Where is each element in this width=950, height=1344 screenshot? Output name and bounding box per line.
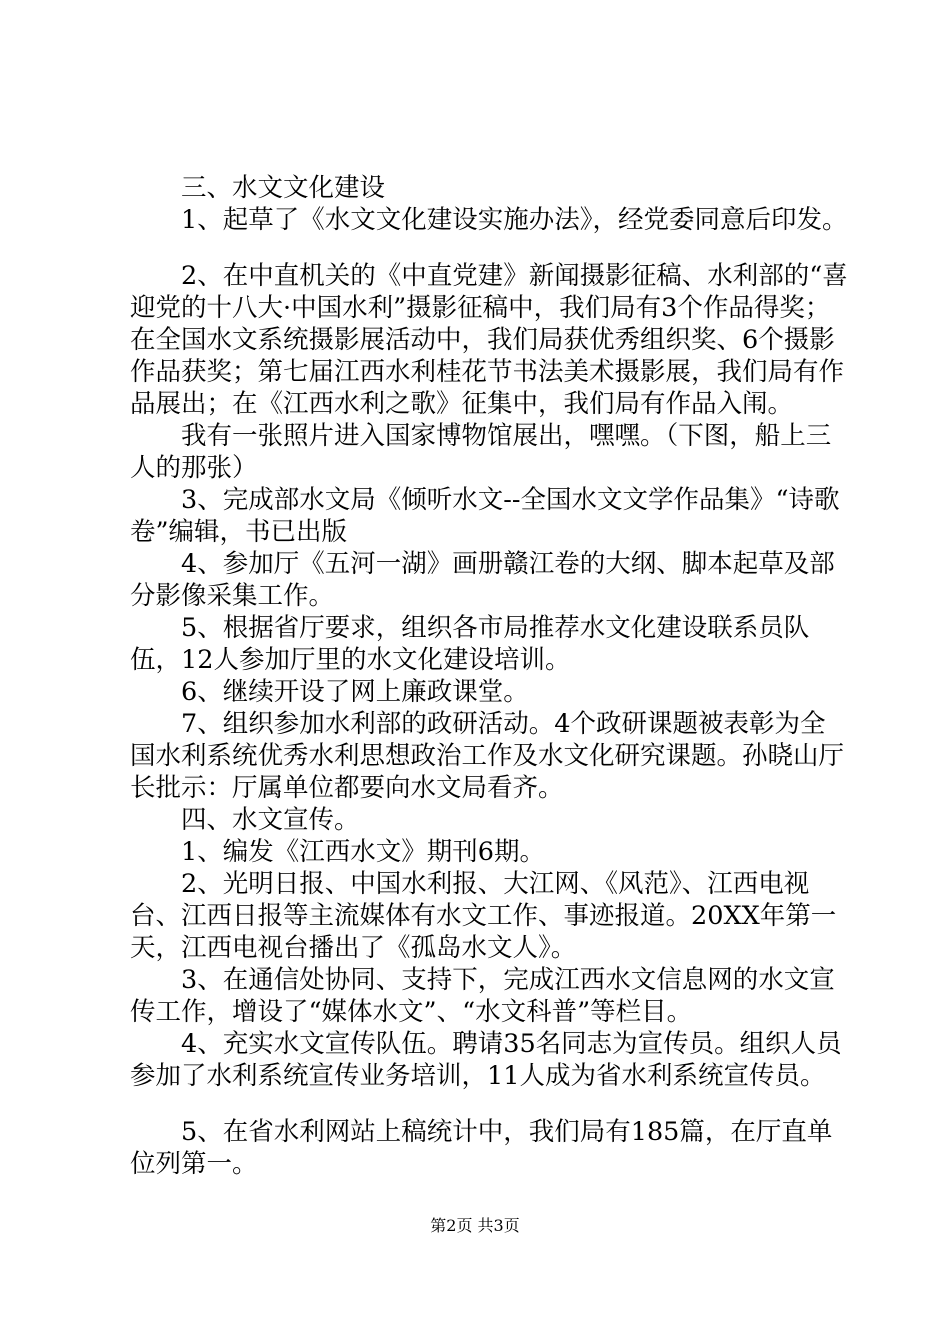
paragraph-publicity-3: 3、在通信处协同、支持下，完成江西水文信息网的水文宣传工作，增设了“媒体水文”、“水文科普”等栏目。 [130,965,835,1027]
page-number-footer: 第2页 共3页 [430,1216,520,1235]
paragraph-publicity-5: 5、在省水利网站上稿统计中，我们局有185篇，在厅直单位列第一。 [130,1117,833,1179]
paragraph-photo-note: 我有一张照片进入国家博物馆展出，嘿嘿。（下图，船上三人的那张） [130,421,832,483]
paragraph-item-3: 3、完成部水文局《倾听水文--全国水文文学作品集》“诗歌卷”编辑，书已出版 [130,485,840,547]
paragraph-publicity-2: 2、光明日报、中国水利报、大江网、《风范》、江西电视台、江西日报等主流媒体有水文工作、事迹报道。20XX年第一天，江西电视台播出了《孤岛水文人》。 [130,869,837,963]
paragraph-item-1: 1、起草了《水文文化建设实施办法》，经党委同意后印发。 [130,205,848,235]
document-body [130,172,850,1180]
paragraph-item-7: 7、组织参加水利部的政研活动。4个政研课题被表彰为全国水利系统优秀水利思想政治工作及水文化研究课题。孙晓山厅长批示：厅属单位都要向水文局看齐。 [130,709,845,803]
paragraph-item-5: 5、根据省厅要求，组织各市局推荐水文化建设联系员队伍，12人参加厅里的水文化建设培训。 [130,613,810,675]
section-heading-culture: 三、水文文化建设 [130,173,386,203]
paragraph-publicity-1: 1、编发《江西水文》期刊6期。 [130,837,545,867]
paragraph-publicity-4: 4、充实水文宣传队伍。聘请35名同志为宣传员。组织人员参加了水利系统宣传业务培训，11人成为省水利系统宣传员。 [130,1029,842,1091]
paragraph-item-6: 6、继续开设了网上廉政课堂。 [130,677,529,707]
paragraph-item-2: 2、在中直机关的《中直党建》新闻摄影征稿、水利部的“喜迎党的十八大·中国水利”摄影征稿中，我们局有3个作品得奖；在全国水文系统摄影展活动中，我们局获优秀组织奖、6个摄影作品获奖；第七届江西水利桂花节书法美术摄影展，我们局有作品展出；在《江西水利之歌》征集中，我们局有作品入闱。 [130,261,848,419]
section-heading-publicity: 四、水文宣传。 [130,805,360,835]
paragraph-item-4: 4、参加厅《五河一湖》画册赣江卷的大纲、脚本起草及部分影像采集工作。 [130,549,835,611]
